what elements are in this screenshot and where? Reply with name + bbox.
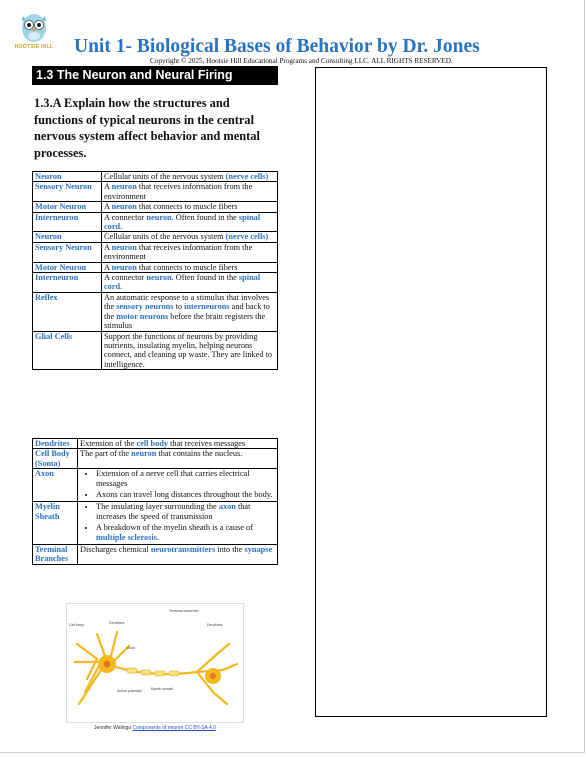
- term-cell: Interneuron: [33, 212, 102, 232]
- label-myelin: Myelin sheath: [151, 687, 174, 691]
- label-axon: Axon: [127, 646, 136, 650]
- neuron-types-table: [32, 171, 278, 370]
- table-row: [33, 273, 278, 293]
- term-cell: Motor Neuron: [33, 202, 102, 212]
- table-row: [33, 545, 278, 565]
- logo-text: HOOTSIE HILL: [14, 44, 54, 50]
- definition-cell: The part of the neuron that contains the nucleus.: [78, 449, 278, 469]
- definition-cell: A neuron that connects to muscle fibers: [102, 202, 278, 212]
- definition-cell: An automatic response to a stimulus that involves the sensory neurons to interneurons and back to the motor neurons before the brain registers the stimulus: [102, 292, 278, 331]
- definition-cell: A connector neuron. Often found in the spinal cord.: [102, 273, 278, 293]
- table-row: [33, 212, 278, 232]
- table-row: [33, 331, 278, 370]
- table-row: [33, 469, 278, 502]
- notes-box[interactable]: [315, 67, 547, 717]
- copyright-notice: Copyright © 2025, Hootsie Hill Educational Programs and Consulting LLC. ALL RIGHTS RESERVED.: [150, 57, 453, 65]
- definition-cell: • Extension of a nerve cell that carries electrical messages • Axons can travel long distances throughout the body.: [78, 469, 278, 502]
- term-cell: Neuron: [33, 172, 102, 182]
- definition-cell: Extension of the cell body that receives messages: [78, 439, 278, 449]
- table-row: [33, 502, 278, 545]
- table-row: [33, 202, 278, 212]
- term-cell: Reflex: [33, 292, 102, 331]
- definition-cell: • The insulating layer surrounding the axon that increases the speed of transmission • A breakdown of the myelin sheath is a cause of multiple sclerosis.: [78, 502, 278, 545]
- learning-objective: 1.3.A Explain how the structures and functions of typical neurons in the central nervous system affect behavior and mental processes.: [34, 96, 260, 160]
- term-cell: Cell Body (Soma): [33, 449, 78, 469]
- definition-cell: Cellular units of the nervous system (nerve cells): [102, 172, 278, 182]
- definition-cell: Cellular units of the nervous system (nerve cells): [102, 232, 278, 242]
- term-cell: Terminal Branches: [33, 545, 78, 565]
- table-row: [33, 242, 278, 262]
- definition-cell: A neuron that receives information from the environment: [102, 182, 278, 202]
- table-row: [33, 182, 278, 202]
- neuron-structures-table: [32, 438, 278, 565]
- term-cell: Neuron: [33, 232, 102, 242]
- table-row: [33, 262, 278, 272]
- neuron-diagram: [66, 603, 244, 723]
- table-row: [33, 449, 278, 469]
- page-title: Unit 1- Biological Bases of Behavior by Dr. Jones: [74, 36, 480, 57]
- definition-cell: A neuron that connects to muscle fibers: [102, 262, 278, 272]
- table-row: [33, 292, 278, 331]
- section-heading: 1.3 The Neuron and Neural Firing: [32, 66, 278, 85]
- neuron-illustration: [67, 604, 243, 722]
- term-cell: Interneuron: [33, 273, 102, 293]
- term-cell: Glial Cells: [33, 331, 102, 370]
- label-terminal: Terminal branches: [169, 609, 199, 613]
- credit-link[interactable]: Components of neuron: [132, 725, 184, 731]
- definition-cell: Support the functions of neurons by providing nutrients, insulating myelin, helping neurons connect, and cleaning up waste. They are linked to intelligence.: [102, 331, 278, 370]
- table-row: [33, 232, 278, 242]
- label-action-potential: Action potential: [117, 689, 142, 693]
- term-cell: Dendrites: [33, 439, 78, 449]
- label-dendrites: Dendrites: [109, 621, 125, 625]
- term-cell: Sensory Neuron: [33, 242, 102, 262]
- term-cell: Motor Neuron: [33, 262, 102, 272]
- definition-cell: A connector neuron. Often found in the spinal cord.: [102, 212, 278, 232]
- term-cell: Axon: [33, 469, 78, 502]
- definition-cell: Discharges chemical neurotransmitters into the synapse: [78, 545, 278, 565]
- label-dendrites-2: Dendrites: [207, 623, 223, 627]
- term-cell: Sensory Neuron: [33, 182, 102, 202]
- table-row: [33, 172, 278, 182]
- image-credit: Jennifer Walinga Components of neuron CC BY-SA 4.0: [94, 725, 216, 731]
- label-cell-body: Cell body: [69, 623, 84, 627]
- table-row: [33, 439, 278, 449]
- term-cell: Myelin Sheath: [33, 502, 78, 545]
- definition-cell: A neuron that receives information from the environment: [102, 242, 278, 262]
